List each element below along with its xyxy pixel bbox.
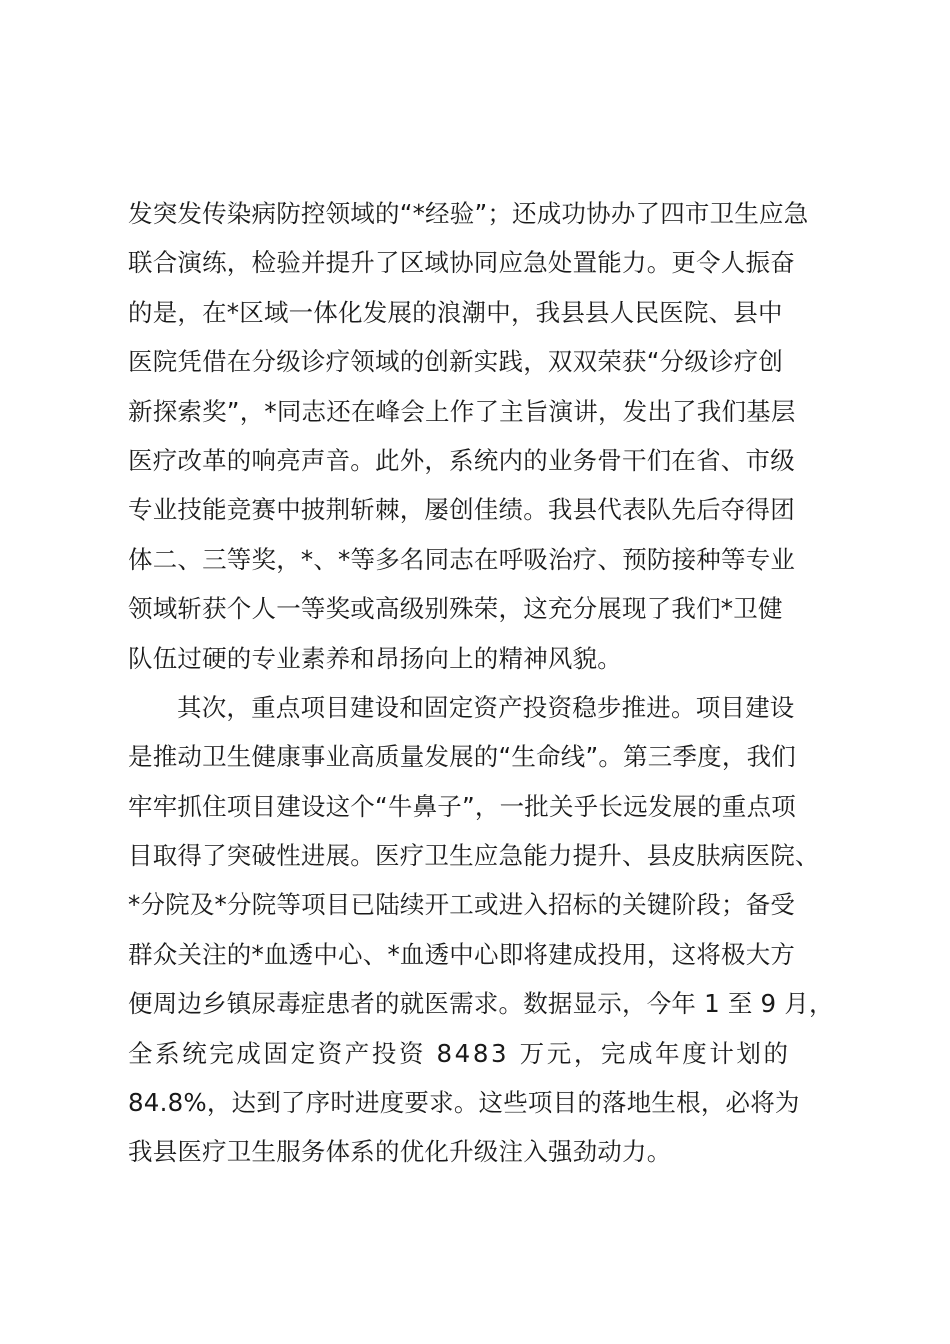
text-line: 全系统完成固定资产投资 8483 万元，完成年度计划的	[128, 1038, 791, 1068]
text-line: 联合演练，检验并提升了区域协同应急处置能力。更令人振奋	[128, 248, 795, 278]
body-text	[128, 189, 848, 1177]
text-line: 领域斩获个人一等奖或高级别殊荣，这充分展现了我们*卫健	[128, 594, 783, 624]
text-line: *分院及*分院等项目已陆续开工或进入招标的关键阶段；备受	[128, 890, 796, 920]
text-line: 的是，在*区域一体化发展的浪潮中，我县县人民医院、县中	[128, 297, 783, 327]
text-line: 医疗改革的响亮声音。此外，系统内的业务骨干们在省、市级	[128, 445, 795, 475]
text-line: 是推动卫生健康事业高质量发展的“生命线”。第三季度，我们	[128, 742, 796, 772]
text-line: 目取得了突破性进展。医疗卫生应急能力提升、县皮肤病医院、	[128, 841, 820, 871]
text-line: 体二、三等奖，*、*等多名同志在呼吸治疗、预防接种等专业	[128, 544, 796, 574]
paragraph-start-line: 其次，重点项目建设和固定资产投资稳步推进。项目建设	[177, 692, 795, 722]
text-line: 我县医疗卫生服务体系的优化升级注入强劲动力。	[128, 1137, 672, 1167]
text-line: 发突发传染病防控领域的“*经验”；还成功协办了四市卫生应急	[128, 199, 809, 228]
text-line: 医院凭借在分级诊疗领域的创新实践，双双荣获“分级诊疗创	[128, 347, 784, 377]
text-line: 专业技能竞赛中披荆斩棘，屡创佳绩。我县代表队先后夺得团	[128, 495, 795, 525]
text-line: 队伍过硬的专业素养和昂扬向上的精神风貌。	[128, 643, 622, 673]
text-line: 牢牢抓住项目建设这个“牛鼻子”，一批关乎长远发展的重点项	[128, 791, 796, 821]
text-line: 便周边乡镇尿毒症患者的就医需求。数据显示，今年 1 至 9 月，	[128, 989, 834, 1019]
text-line: 新探索奖”，*同志还在峰会上作了主旨演讲，发出了我们基层	[128, 396, 796, 426]
text-line: 群众关注的*血透中心、*血透中心即将建成投用，这将极大方	[128, 939, 796, 969]
text-line: 84.8%，达到了序时进度要求。这些项目的落地生根，必将为	[128, 1088, 800, 1118]
